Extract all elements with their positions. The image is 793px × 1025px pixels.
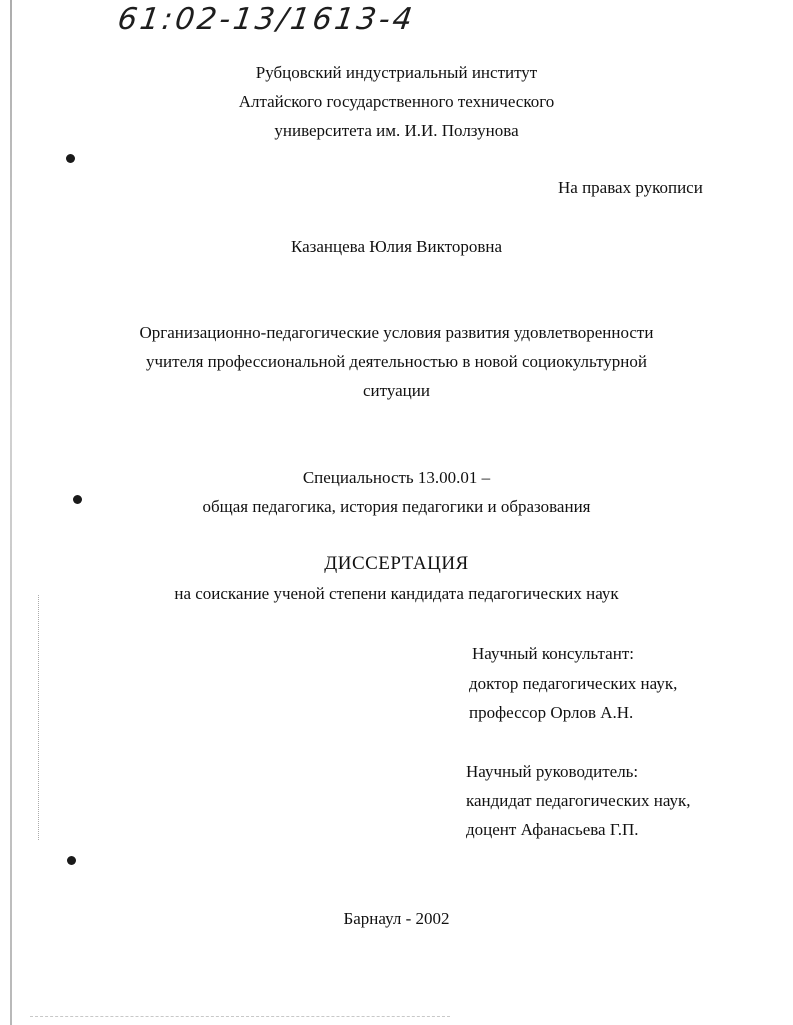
author-name: Казанцева Юлия Викторовна xyxy=(290,237,502,256)
document-type-heading: ДИССЕРТАЦИЯ xyxy=(324,553,469,574)
scan-bottom-edge xyxy=(30,1016,450,1020)
supervisor-degree: кандидат педагогических наук, xyxy=(466,791,691,810)
consultant-degree: доктор педагогических наук, xyxy=(469,674,678,693)
supervisor-name: доцент Афанасьева Г.П. xyxy=(466,820,639,839)
consultant-name: профессор Орлов А.Н. xyxy=(469,703,634,722)
manuscript-rights-note: На правах рукописи xyxy=(558,178,703,197)
punch-hole-mark xyxy=(67,856,76,865)
document-type-subheading: на соискание ученой степени кандидата педагогических наук xyxy=(174,584,619,603)
handwritten-archive-code: 61:02-13/1613-4 xyxy=(115,2,418,37)
thesis-title-line-1: Организационно-педагогические условия развития удовлетворенности xyxy=(139,323,654,342)
scan-edge-dotted-line xyxy=(38,595,40,840)
specialty-code: Специальность 13.00.01 – xyxy=(302,468,491,487)
thesis-title-line-3: ситуации xyxy=(363,381,430,400)
institution-line-3: университета им. И.И. Ползунова xyxy=(274,121,519,140)
consultant-role: Научный консультант: xyxy=(472,644,634,663)
thesis-title-line-2: учителя профессиональной деятельностью в новой социокультурной xyxy=(146,352,647,371)
specialty-name: общая педагогика, история педагогики и образования xyxy=(202,497,591,516)
institution-line-1: Рубцовский индустриальный институт xyxy=(255,63,538,82)
supervisor-role: Научный руководитель: xyxy=(466,762,639,781)
punch-hole-mark xyxy=(66,154,75,163)
institution-line-2: Алтайского государственного технического xyxy=(238,92,555,111)
place-and-year: Барнаул - 2002 xyxy=(343,909,450,928)
